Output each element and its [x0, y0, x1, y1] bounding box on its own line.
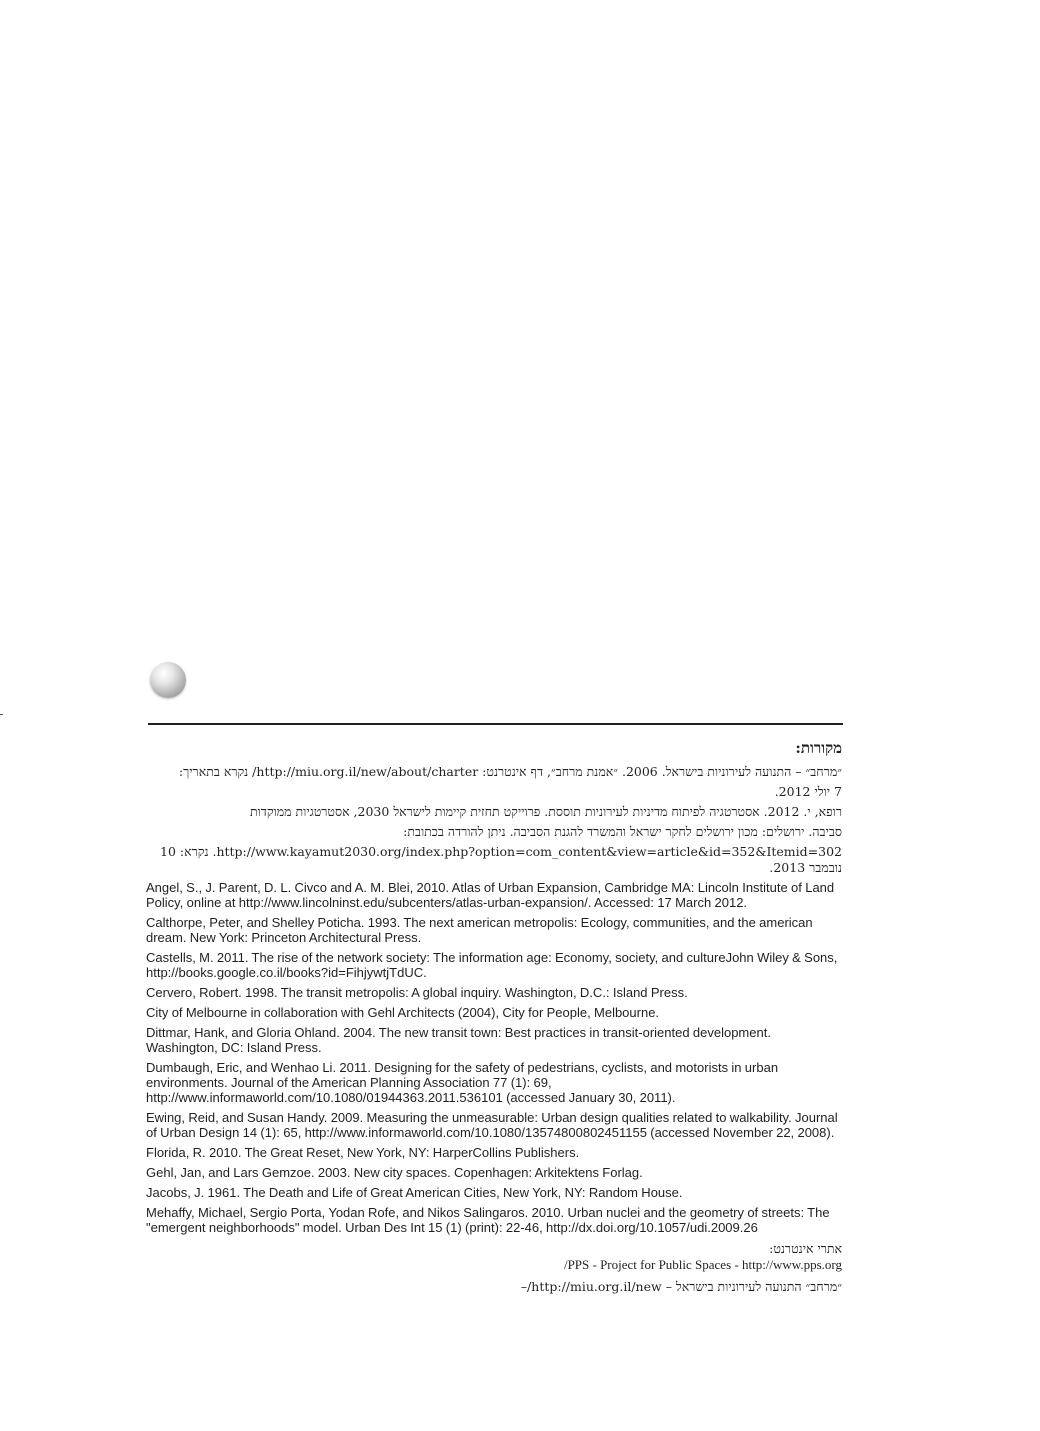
reference-entry: Dumbaugh, Eric, and Wenhao Li. 2011. Designing for the safety of pedestrians, cyclists, and motorists in urban environments. Journal of the American Planning Association 77 (1): 69, http://www.informaworld.com/10.1080/01944363.2011.536101 (accessed January 30, 2011).	[146, 1060, 779, 1105]
reference-entry: Calthorpe, Peter, and Shelley Poticha. 1993. The next american metropolis: Ecology, communities, and the american dream. New York: Princeton Architectural Press.	[146, 915, 813, 945]
reference-entry: Mehaffy, Michael, Sergio Porta, Yodan Rofe, and Nikos Salingaros. 2010. Urban nuclei and the geometry of streets: The "emergent neighborhoods" model. Urban Des Int 15 (1) (print): 22-46, http://dx.doi.org/10.1057/udi.2009.26	[146, 1205, 830, 1235]
references-section	[146, 738, 842, 1301]
reference-entry: Dittmar, Hank, and Gloria Ohland. 2004. The new transit town: Best practices in transit-oriented development. Washington, DC: Island Press.	[146, 1025, 771, 1055]
reference-entry: Castells, M. 2011. The rise of the network society: The information age: Economy, society, and cultureJohn Wiley & Sons, http://books.google.co.il/books?id=FihjywtjTdUC.	[146, 950, 838, 980]
hebrew-reference-miu	[146, 764, 842, 800]
english-references-list	[146, 880, 842, 1235]
website-entry-pps: PPS - Project for Public Spaces - http://www.pps.org/	[563, 1257, 842, 1272]
reference-line: http://www.kayamut2030.org/index.php?option=com_content&view=article&id=352&Itemid=302. נקרא: 10 נובמבר 2013.	[160, 844, 842, 875]
reference-line: ״מרחב״ – התנועה לעירוניות בישראל. 2006. ״אמנת מרחב״, דף אינטרנט: http://miu.org.il/new/about/charter/ נקרא בתאריך:	[178, 764, 842, 779]
reference-line: סביבה. ירושלים: מכון ירושלים לחקר ישראל והמשרד להגנת הסביבה. ניתן להורדה בכתובת:	[403, 824, 842, 839]
hebrew-reference-rofe	[146, 804, 842, 876]
references-heading: מקורות:	[795, 739, 842, 757]
reference-entry: Gehl, Jan, and Lars Gemzoe. 2003. New city spaces. Copenhagen: Arkitektens Forlag.	[146, 1165, 643, 1180]
reference-entry: Jacobs, J. 1961. The Death and Life of Great American Cities, New York, NY: Random House.	[146, 1185, 683, 1200]
website-entry-miu: ״מרחב״ התנועה לעירוניות בישראל – http://miu.org.il/new/–	[520, 1279, 842, 1294]
websites-heading: אתרי אינטרנט:	[769, 1241, 842, 1256]
reference-entry: Angel, S., J. Parent, D. L. Civco and A. M. Blei, 2010. Atlas of Urban Expansion, Cambridge MA: Lincoln Institute of Land Policy, online at http://www.lincolninst.edu/subcenters/atlas-urban-expansion/. Accessed: 17 March 2012.	[146, 880, 835, 910]
section-divider	[148, 723, 843, 725]
reference-entry: Ewing, Reid, and Susan Handy. 2009. Measuring the unmeasurable: Urban design qualities related to walkability. Journal of Urban Design 14 (1): 65, http://www.informaworld.com/10.1080/13574800802451155 (accessed November 22, 2008).	[146, 1110, 838, 1140]
reference-entry: City of Melbourne in collaboration with Gehl Architects (2004), City for People, Melbourne.	[146, 1005, 660, 1020]
page-edge-mark	[0, 714, 3, 715]
decorative-sphere	[150, 662, 186, 698]
reference-line: רופא, י. 2012. אסטרטגיה לפיתוח מדיניות לעירוניות תוססת. פרוייקט תחזית קיימות לישראל 2030, אסטרטגיות ממוקדות	[249, 804, 842, 819]
reference-line: 7 יולי 2012.	[774, 784, 842, 799]
reference-entry: Florida, R. 2010. The Great Reset, New York, NY: HarperCollins Publishers.	[146, 1145, 580, 1160]
reference-entry: Cervero, Robert. 1998. The transit metropolis: A global inquiry. Washington, D.C.: Island Press.	[146, 985, 688, 1000]
